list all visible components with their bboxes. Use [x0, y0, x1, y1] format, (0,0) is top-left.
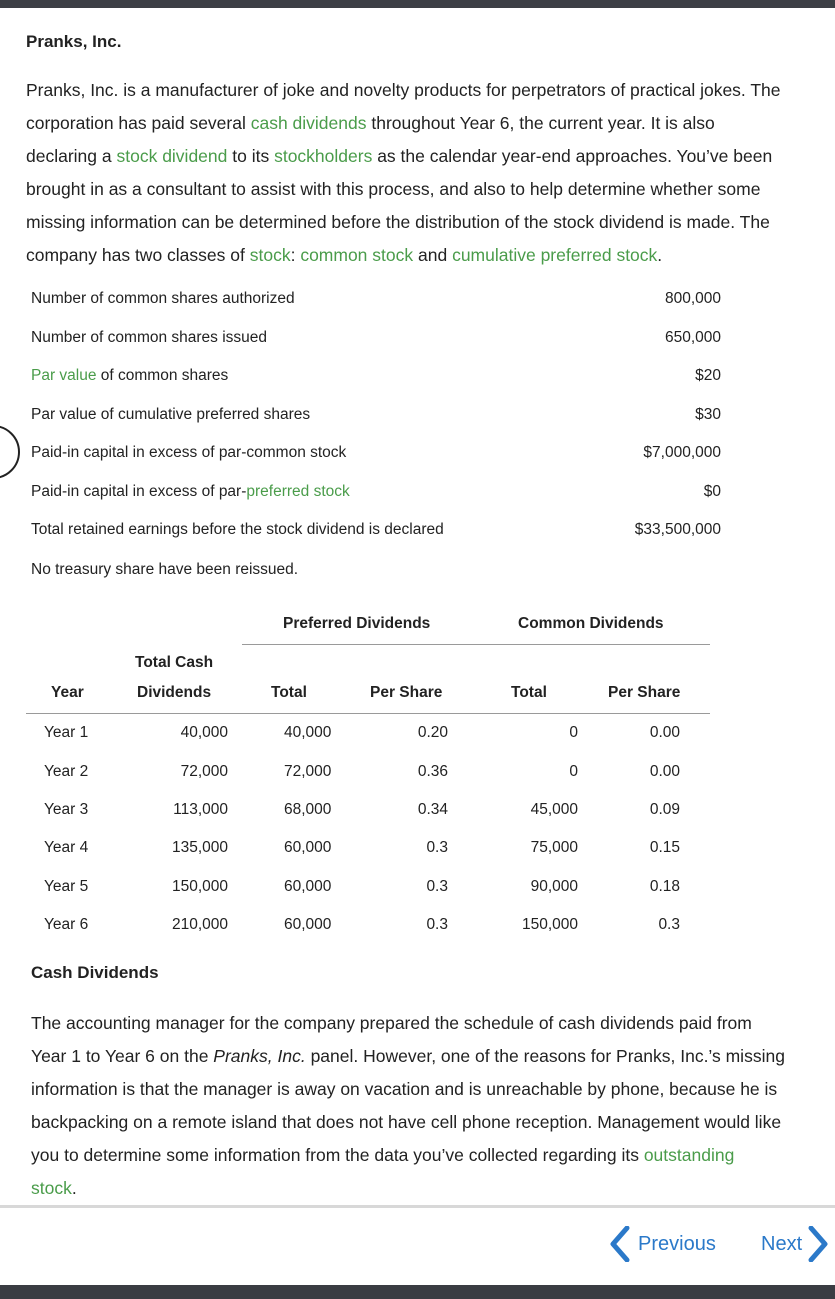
intro-paragraph: Pranks, Inc. is a manufacturer of joke and novelty products for perpetrators of practical jokes. The corporation has paid several cash dividends throughout Year 6, the current year. It is also declaring a stock dividend to its stockholders as the calendar year-end approaches. You’ve been brought in as a consultant to assist with this process, and also to help determine whether some missing information can be determined before the distribution of the stock dividend is made. The company has two classes of stock: common stock and cumulative preferred stock. [26, 80, 781, 265]
link-stock-2[interactable]: stock [31, 1178, 72, 1198]
fact-label: Number of common shares issued [31, 328, 268, 346]
cell-pref-per: 0.3 [426, 839, 448, 856]
cell-com-total: 150,000 [521, 916, 578, 933]
cell-year: Year 2 [44, 763, 89, 780]
cell-pref-per: 0.3 [426, 916, 448, 933]
header-com-total: Total [511, 684, 547, 701]
cell-year: Year 5 [44, 878, 89, 895]
header-pref-total: Total [271, 684, 307, 701]
cell-com-per: 0.00 [649, 724, 680, 741]
cell-cash: 150,000 [171, 878, 228, 895]
fact-label: Par value of cumulative preferred shares [31, 405, 311, 423]
link-stock[interactable]: stock [249, 245, 291, 265]
chevron-left-icon [608, 1226, 632, 1262]
fact-value: 650,000 [664, 328, 721, 346]
fact-row [31, 321, 721, 360]
group-header-preferred: Preferred Dividends [283, 615, 431, 632]
header-com-per-share: Per Share [608, 684, 681, 701]
fact-value: $0 [703, 482, 721, 500]
fact-value: 800,000 [664, 290, 721, 307]
fact-label: Total retained earnings before the stock dividend is declared [31, 521, 444, 538]
fact-label: Par value of common shares [31, 367, 229, 384]
fact-label: Paid-in capital in excess of par-common stock [31, 444, 347, 461]
header-year: Year [51, 684, 84, 701]
treasury-note: No treasury share have been reissued. [31, 561, 299, 578]
fact-row [31, 398, 721, 437]
cell-com-total: 0 [569, 763, 578, 780]
cell-pref-per: 0.3 [426, 878, 448, 895]
fact-label: Number of common shares authorized [31, 290, 295, 307]
header-pref-per-share: Per Share [370, 684, 443, 701]
fact-value: $30 [695, 405, 721, 423]
previous-button[interactable] [608, 1226, 716, 1262]
cell-pref-total: 72,000 [284, 763, 332, 780]
cell-pref-per: 0.36 [417, 763, 448, 780]
cell-cash: 135,000 [171, 839, 228, 856]
cell-pref-total: 60,000 [284, 839, 332, 856]
fact-row [31, 282, 721, 321]
cell-pref-per: 0.34 [417, 801, 448, 818]
cell-pref-total: 60,000 [284, 878, 332, 895]
cell-cash: 113,000 [173, 801, 228, 818]
group-underline [242, 644, 710, 645]
fact-row [31, 436, 721, 475]
link-stock-dividend[interactable]: stock dividend [116, 146, 228, 166]
cell-com-total: 0 [569, 724, 578, 741]
cell-cash: 72,000 [180, 763, 228, 780]
link-outstanding[interactable]: outstanding [643, 1145, 735, 1165]
next-label: Next [761, 1232, 803, 1255]
cell-com-per: 0.15 [649, 839, 680, 856]
footer-divider [0, 1205, 835, 1208]
fact-value: $20 [695, 367, 721, 384]
cell-pref-total: 68,000 [284, 801, 332, 818]
cell-com-per: 0.00 [649, 763, 680, 780]
bottom-bar [0, 1285, 835, 1299]
cell-cash: 40,000 [180, 724, 228, 741]
section-title-cash-dividends: Cash Dividends [31, 963, 159, 982]
link-cumulative-preferred-stock[interactable]: cumulative preferred stock [452, 245, 658, 265]
header-total-cash-1: Total Cash [135, 654, 214, 671]
fact-row [31, 359, 721, 398]
page-title: Pranks, Inc. [26, 32, 122, 51]
cell-com-total: 45,000 [530, 801, 578, 818]
fact-value: $33,500,000 [634, 521, 721, 538]
cell-com-total: 75,000 [530, 839, 578, 856]
cell-year: Year 1 [44, 724, 89, 741]
cell-year: Year 4 [44, 839, 89, 856]
cursor-circle-marker [0, 425, 20, 479]
fact-row [31, 513, 721, 552]
link-stockholders[interactable]: stockholders [274, 146, 373, 166]
cell-com-per: 0.18 [649, 878, 680, 895]
cell-year: Year 6 [44, 916, 89, 933]
cash-dividends-paragraph: The accounting manager for the company prepared the schedule of cash dividends paid from Year 1 to Year 6 on the Pranks, Inc. panel. However, one of the reasons for Pranks, Inc.’s missing information is that the manager is away on vacation and is unreachable by phone, because he is backpacking on a remote island that does not have cell phone reception. Management would like you to determine some information from the data you’ve collected regarding its outstanding stock. [31, 1013, 785, 1198]
fact-value: $7,000,000 [643, 444, 721, 461]
link-preferred-stock[interactable]: preferred stock [246, 482, 350, 500]
cell-com-total: 90,000 [530, 878, 578, 895]
cell-pref-total: 60,000 [284, 916, 332, 933]
facts-table [31, 282, 721, 552]
cell-cash: 210,000 [171, 916, 228, 933]
previous-label: Previous [638, 1232, 716, 1255]
fact-label: Paid-in capital in excess of par-preferred stock [31, 482, 350, 500]
link-cash-dividends[interactable]: cash dividends [250, 113, 367, 133]
link-common-stock[interactable]: common stock [300, 245, 414, 265]
chevron-right-icon [806, 1226, 830, 1262]
cell-pref-per: 0.20 [417, 724, 448, 741]
next-button[interactable] [761, 1226, 830, 1262]
header-total-cash-2: Dividends [137, 684, 212, 701]
cell-com-per: 0.09 [649, 801, 680, 818]
fact-row [31, 475, 721, 514]
group-header-common: Common Dividends [518, 615, 664, 632]
cell-com-per: 0.3 [658, 916, 680, 933]
cell-year: Year 3 [44, 801, 89, 818]
header-underline [26, 713, 710, 714]
cell-pref-total: 40,000 [284, 724, 332, 741]
link-par-value[interactable]: Par value [31, 367, 97, 384]
